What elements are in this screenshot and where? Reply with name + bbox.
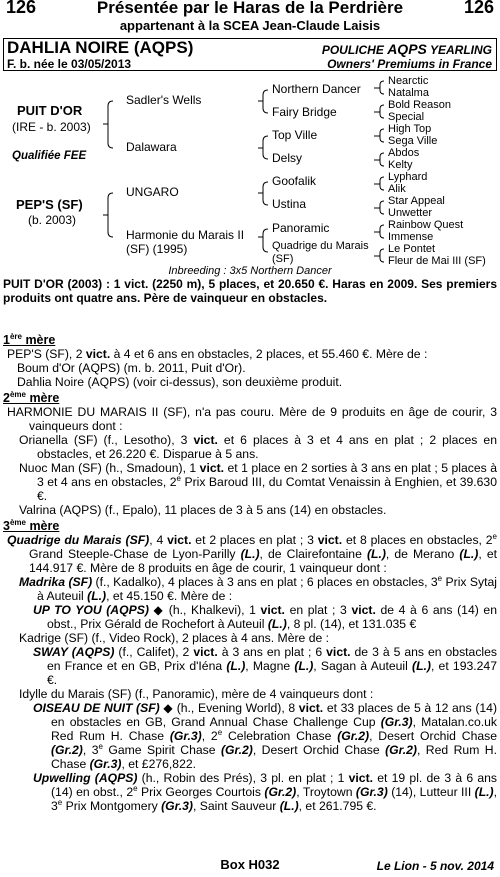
g2-ungaro: UNGARO	[126, 185, 179, 199]
g3-delsy: Delsy	[272, 151, 303, 165]
produce-sway: SWAY (AQPS) (f., Califet), 2 vict. à 3 ans en plat ; 6 vict. de 3 à 5 ans en obstacles en France et en GB, Prix d'Iéna (L.), Magne (L.), Sagan à Auteuil (L.), et 193.247 €.	[33, 645, 498, 687]
g3-panoramic: Panoramic	[272, 221, 330, 235]
page-subtitle: appartenant à la SCEA Jean-Claude Laisis	[119, 18, 381, 33]
section-third-dam: 3ème mère	[3, 517, 60, 533]
pedigree-brackets	[0, 0, 500, 280]
page-title: Présentée par le Haras de la Perdrière	[96, 0, 404, 17]
g4-unwetter: Unwetter	[388, 207, 433, 219]
g3-top-ville: Top Ville	[272, 128, 318, 142]
g4-fleur-de-mai: Fleur de Mai III (SF)	[388, 255, 486, 267]
dam-origin: (b. 2003)	[28, 213, 77, 227]
dam-2-entry: HARMONIE DU MARAIS II (SF), n'a pas couru. Mère de 9 produits en âge de courir, 3 vainqueurs dont :	[7, 405, 497, 433]
produce-madrika: Madrika (SF) (f., Kadalko), 4 places à 3 ans en plat ; 6 places en obstacles, 3e Prix Sytaj à Auteuil (L.), et 45.150 €. Mère de :	[19, 573, 497, 603]
sire-name: PUIT D'OR	[17, 103, 83, 118]
section-second-dam: 2ème mère	[3, 389, 60, 405]
family-text	[3, 333, 497, 813]
g4-nearctic: Nearctic	[388, 75, 429, 87]
g4-special: Special	[388, 111, 425, 123]
g4-sega-ville: Sega Ville	[388, 135, 438, 147]
sire-note: Qualifiée FEE	[12, 150, 87, 162]
g3-quadrige-sf: (SF)	[272, 253, 294, 265]
inbreeding-note: Inbreeding : 3x5 Northern Dancer	[168, 265, 332, 277]
section-first-dam: 1ère mère	[3, 331, 56, 347]
produce-idylle: Idylle du Marais (SF) (f., Panoramic), mère de 4 vainqueurs dont :	[19, 687, 374, 701]
g2-sadlers-wells: Sadler's Wells	[126, 93, 202, 107]
g4-kelty: Kelty	[388, 159, 413, 171]
g4-rainbow-quest: Rainbow Quest	[388, 219, 464, 231]
sire-summary: PUIT D'OR (2003) : 1 vict. (2250 m), 5 places, et 20.650 €. Haras en 2009. Ses premiers produits ont quatre ans. Père de vainqueur en obstacles.	[3, 277, 497, 305]
g4-star-appeal: Star Appeal	[388, 195, 445, 207]
owners-premiums: Owners' Premiums in France	[327, 57, 492, 71]
g2-harmonie: Harmonie du Marais II	[126, 228, 245, 242]
dam-1-entry: PEP'S (SF), 2 vict. à 4 et 6 ans en obstacles, 2 places, et 55.460 €. Mère de :	[7, 347, 428, 361]
g4-bold-reason: Bold Reason	[388, 99, 451, 111]
sire-origin: (IRE - b. 2003)	[12, 120, 91, 134]
produce-oiseau-de-nuit: OISEAU DE NUIT (SF) ◆ (h., Evening World), 8 vict. et 33 places de 5 à 12 ans (14) en obstacles en GB, Grand Annual Chase Challenge Cup (Gr.3), Matalan.co.uk Red Rum H. Chase (Gr.3), 2e Celebration Chase (Gr.2), Desert Orchid Chase (Gr.2), 3e Game Spirit Chase (Gr.2), Desert Orchid Chase (Gr.2), Red Rum H. Chase (Gr.3), et £276,822.	[33, 701, 498, 771]
produce-nuoc-man: Nuoc Man (SF) (h., Smadoun), 1 vict. et 1 place en 2 sorties à 3 ans en plat ; 5 places à 3 et 4 ans en obstacles, 2e Prix Baroud III, du Comtat Venaissin à Enghien, et 39.630 €.	[19, 461, 497, 503]
g3-quadrige: Quadrige du Marais	[272, 240, 369, 252]
horse-name: DAHLIA NOIRE (AQPS)	[7, 38, 194, 57]
g4-alik: Alik	[388, 183, 406, 195]
g3-fairy-bridge: Fairy Bridge	[272, 105, 337, 119]
produce-upwelling: Upwelling (AQPS) (h., Robin des Prés), 3 pl. en plat ; 1 vict. et 19 pl. de 3 à 6 ans (14) en obst., 2e Prix Georges Courtois (Gr.2), Troytown (Gr.3) (14), Lutteur III (L.), 3e Prix Montgomery (Gr.3), Saint Sauveur (L.), et 261.795 €.	[33, 771, 497, 813]
produce-boum-dor: Boum d'Or (AQPS) (m. b. 2011, Puit d'Or).	[17, 361, 246, 375]
lot-number-right: 126	[463, 0, 494, 17]
lot-number-left: 126	[6, 0, 37, 17]
dam-name: PEP'S (SF)	[16, 197, 83, 212]
produce-kadrige: Kadrige (SF) (f., Video Rock), 2 places à 4 ans. Mère de :	[19, 631, 330, 645]
produce-orianella: Orianella (SF) (f., Lesotho), 3 vict. et 6 places à 3 et 4 ans en plat ; 2 places en obstacles, et 26.220 €. Disparue à 5 ans.	[19, 433, 497, 461]
dam-3-entry: Quadrige du Marais (SF), 4 vict. et 2 places en plat ; 3 vict. et 8 places en obstacles, 2e Grand Steeple-Chase de Lyon-Parilly (L.), de Clairefontaine (L.), de Merano (L.), et 144.917 €. Mère de 8 produits en âge de courir, 1 vainqueur dont :	[7, 531, 497, 575]
g4-high-top: High Top	[388, 123, 432, 135]
event-date: Le Lion - 5 nov. 2014	[376, 859, 494, 873]
horse-birth: F. b. née le 03/05/2013	[7, 57, 132, 71]
g3-northern-dancer: Northern Dancer	[272, 82, 361, 96]
g3-goofalik: Goofalik	[272, 174, 317, 188]
g2-dalawara: Dalawara	[126, 140, 177, 154]
g4-le-pontet: Le Pontet	[388, 243, 436, 255]
g3-ustina: Ustina	[272, 197, 307, 211]
g4-abdos: Abdos	[388, 147, 420, 159]
g4-immense: Immense	[388, 231, 434, 243]
g4-natalma: Natalma	[388, 87, 429, 99]
produce-up-to-you: UP TO YOU (AQPS) ◆ (h., Khalkevi), 1 vict. en plat ; 3 vict. de 4 à 6 ans (14) en obst., Prix Gérald de Rochefort à Auteuil (L.), 8 pl. (14), et 131.035 €	[33, 603, 497, 631]
horse-type: POULICHE AQPS YEARLING	[321, 41, 492, 57]
produce-dahlia-noire: Dahlia Noire (AQPS) (voir ci-dessus), son deuxième produit.	[17, 375, 343, 389]
g4-lyphard: Lyphard	[388, 171, 428, 183]
g2-harmonie-year: (SF) (1995)	[126, 242, 188, 256]
produce-valrina: Valrina (AQPS) (f., Epalo), 11 places de 3 à 5 ans (14) en obstacles.	[19, 503, 387, 517]
box-number: Box H032	[220, 857, 280, 872]
